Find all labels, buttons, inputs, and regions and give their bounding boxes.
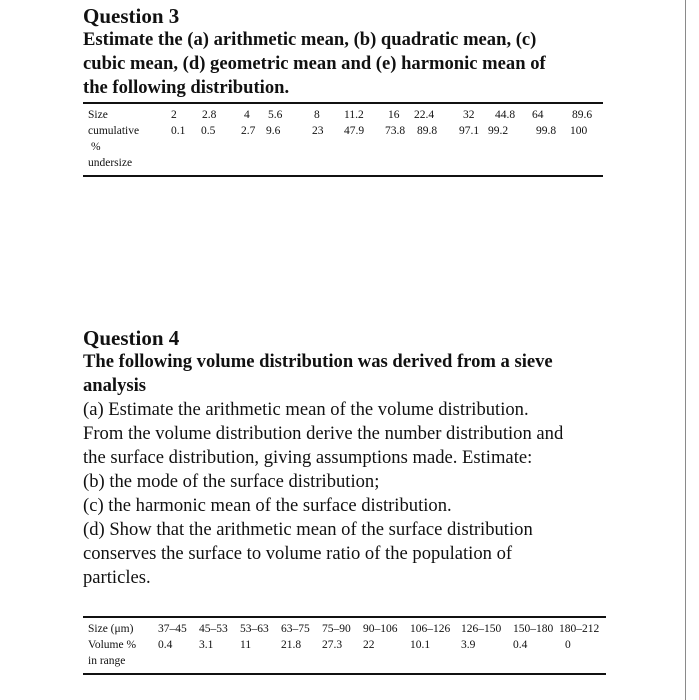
size-cell: 5.6 xyxy=(268,109,283,121)
cumulative-cell: 23 xyxy=(312,125,324,137)
cumulative-cell: 73.8 xyxy=(385,125,406,137)
size-cell: 64 xyxy=(532,109,544,121)
range-cell: 75–90 xyxy=(322,623,351,635)
cumulative-cell: 2.7 xyxy=(241,125,256,137)
question-4-line: (c) the harmonic mean of the surface distribution. xyxy=(83,495,452,516)
question-4-line: particles. xyxy=(83,567,151,588)
range-cell: 90–106 xyxy=(363,623,398,635)
size-cell: 2 xyxy=(171,109,177,121)
question-3-line: the following distribution. xyxy=(83,77,290,98)
size-cell: 8 xyxy=(314,109,320,121)
cumulative-cell: 99.2 xyxy=(488,125,509,137)
cumulative-cell: 47.9 xyxy=(344,125,365,137)
cumulative-row-label: undersize xyxy=(88,157,133,169)
cumulative-cell: 0.1 xyxy=(171,125,186,137)
question-4-line: the surface distribution, giving assumptions made. Estimate: xyxy=(83,447,533,468)
volume-cell: 22 xyxy=(363,639,375,651)
volume-cell: 11 xyxy=(240,639,252,651)
size-row-label: Size xyxy=(88,109,108,121)
range-cell: 126–150 xyxy=(461,623,502,635)
question-3-line: cubic mean, (d) geometric mean and (e) harmonic mean of xyxy=(83,53,546,74)
cumulative-cell: 97.1 xyxy=(459,125,480,137)
cumulative-cell: 100 xyxy=(570,125,588,137)
question-4-line: conserves the surface to volume ratio of the population of xyxy=(83,543,513,564)
question-4-line: (b) the mode of the surface distribution; xyxy=(83,471,380,492)
volume-cell: 10.1 xyxy=(410,639,431,651)
size-cell: 2.8 xyxy=(202,109,217,121)
range-cell: 150–180 xyxy=(513,623,554,635)
size-cell: 22.4 xyxy=(414,109,435,121)
volume-cell: 21.8 xyxy=(281,639,302,651)
volume-cell: 3.9 xyxy=(461,639,476,651)
cumulative-cell: 99.8 xyxy=(536,125,557,137)
cumulative-cell: 9.6 xyxy=(266,125,281,137)
volume-cell: 3.1 xyxy=(199,639,214,651)
size-cell: 89.6 xyxy=(572,109,593,121)
volume-row-label: in range xyxy=(88,655,126,667)
cumulative-row-label: % xyxy=(91,141,101,153)
cumulative-cell: 0.5 xyxy=(201,125,216,137)
table-top-rule xyxy=(83,616,606,618)
question-4-line: From the volume distribution derive the number distribution and xyxy=(83,423,564,444)
range-cell: 53–63 xyxy=(240,623,269,635)
volume-row-label: Volume % xyxy=(88,639,137,651)
size-cell: 11.2 xyxy=(344,109,364,121)
table-bottom-rule xyxy=(83,673,606,675)
question-4-line: analysis xyxy=(83,375,147,396)
question-4-line: (a) Estimate the arithmetic mean of the volume distribution. xyxy=(83,399,529,420)
range-cell: 45–53 xyxy=(199,623,228,635)
size-cell: 44.8 xyxy=(495,109,516,121)
size-cell: 16 xyxy=(388,109,400,121)
question-3-title: Question 3 xyxy=(83,4,180,28)
volume-cell: 0.4 xyxy=(513,639,528,651)
table-top-rule xyxy=(83,102,603,104)
question-3-line: Estimate the (a) arithmetic mean, (b) quadratic mean, (c) xyxy=(83,29,537,50)
question-4-title: Question 4 xyxy=(83,326,180,350)
volume-cell: 0 xyxy=(565,639,571,651)
size-cell: 32 xyxy=(463,109,475,121)
table-bottom-rule xyxy=(83,175,603,177)
range-cell: 106–126 xyxy=(410,623,451,635)
range-cell: 63–75 xyxy=(281,623,310,635)
size-cell: 4 xyxy=(244,109,250,121)
range-cell: 37–45 xyxy=(158,623,187,635)
size-row-label: Size (μm) xyxy=(88,623,134,635)
question-4-line: (d) Show that the arithmetic mean of the surface distribution xyxy=(83,519,533,540)
range-cell: 180–212 xyxy=(559,623,600,635)
question-4-line: The following volume distribution was derived from a sieve xyxy=(83,351,553,372)
volume-cell: 0.4 xyxy=(158,639,173,651)
cumulative-cell: 89.8 xyxy=(417,125,438,137)
cumulative-row-label: cumulative xyxy=(88,125,140,137)
volume-cell: 27.3 xyxy=(322,639,343,651)
